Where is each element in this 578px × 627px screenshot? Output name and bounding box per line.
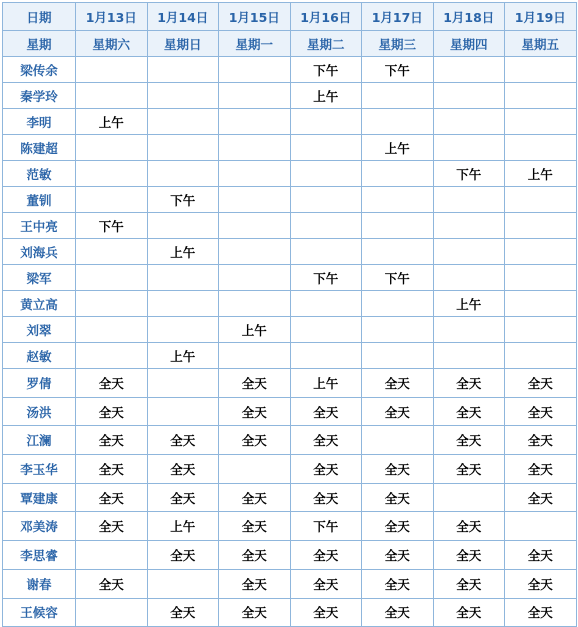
shift-cell: 全天 xyxy=(147,541,219,570)
weekday-cell: 星期三 xyxy=(362,31,434,57)
shift-cell xyxy=(76,317,148,343)
shift-cell xyxy=(362,161,434,187)
shift-cell: 全天 xyxy=(219,541,291,570)
shift-cell xyxy=(76,187,148,213)
shift-cell xyxy=(147,57,219,83)
shift-cell: 全天 xyxy=(76,426,148,455)
schedule-row xyxy=(3,83,577,109)
shift-cell xyxy=(147,397,219,426)
shift-cell xyxy=(147,213,219,239)
date-label: 日期 xyxy=(3,3,76,31)
schedule-body xyxy=(3,3,577,627)
date-cell: 1月13日 xyxy=(76,3,148,31)
shift-cell: 全天 xyxy=(433,455,505,484)
person-name: 黄立高 xyxy=(3,291,76,317)
weekday-cell: 星期五 xyxy=(505,31,577,57)
shift-cell xyxy=(362,426,434,455)
shift-cell: 全天 xyxy=(147,598,219,627)
schedule-row xyxy=(3,512,577,541)
shift-cell: 全天 xyxy=(433,512,505,541)
weekday-cell: 星期二 xyxy=(290,31,362,57)
shift-cell: 上午 xyxy=(433,291,505,317)
schedule-row xyxy=(3,109,577,135)
shift-cell: 下午 xyxy=(362,265,434,291)
shift-cell xyxy=(505,187,577,213)
date-cell: 1月14日 xyxy=(147,3,219,31)
shift-cell xyxy=(290,161,362,187)
schedule-row xyxy=(3,369,577,398)
shift-cell xyxy=(362,343,434,369)
shift-cell xyxy=(433,265,505,291)
shift-cell xyxy=(505,291,577,317)
shift-cell: 全天 xyxy=(362,569,434,598)
shift-cell xyxy=(433,57,505,83)
shift-cell xyxy=(219,213,291,239)
shift-cell xyxy=(290,187,362,213)
shift-cell: 全天 xyxy=(76,455,148,484)
schedule-row xyxy=(3,455,577,484)
shift-cell: 全天 xyxy=(290,483,362,512)
shift-cell xyxy=(362,291,434,317)
shift-cell: 全天 xyxy=(433,426,505,455)
schedule-row xyxy=(3,213,577,239)
shift-cell xyxy=(147,291,219,317)
shift-cell xyxy=(219,265,291,291)
person-name: 谢春 xyxy=(3,569,76,598)
shift-cell xyxy=(290,239,362,265)
shift-cell: 全天 xyxy=(362,369,434,398)
schedule-row xyxy=(3,239,577,265)
shift-cell: 全天 xyxy=(290,598,362,627)
shift-cell xyxy=(433,213,505,239)
shift-cell xyxy=(76,598,148,627)
shift-cell: 下午 xyxy=(290,512,362,541)
schedule-row xyxy=(3,343,577,369)
shift-cell: 全天 xyxy=(433,541,505,570)
date-header-row xyxy=(3,3,577,31)
shift-cell: 全天 xyxy=(362,541,434,570)
shift-cell xyxy=(219,343,291,369)
shift-cell xyxy=(362,83,434,109)
date-cell: 1月19日 xyxy=(505,3,577,31)
shift-cell xyxy=(147,161,219,187)
schedule-row xyxy=(3,541,577,570)
shift-cell: 全天 xyxy=(362,455,434,484)
date-cell: 1月16日 xyxy=(290,3,362,31)
schedule-row xyxy=(3,161,577,187)
shift-cell: 上午 xyxy=(76,109,148,135)
shift-cell xyxy=(505,135,577,161)
shift-cell: 全天 xyxy=(219,569,291,598)
shift-cell xyxy=(433,317,505,343)
shift-cell: 全天 xyxy=(362,483,434,512)
shift-cell xyxy=(505,239,577,265)
shift-cell xyxy=(362,213,434,239)
shift-cell xyxy=(362,317,434,343)
person-name: 李明 xyxy=(3,109,76,135)
shift-cell xyxy=(433,343,505,369)
person-name: 李思睿 xyxy=(3,541,76,570)
person-name: 王中亮 xyxy=(3,213,76,239)
shift-cell xyxy=(290,343,362,369)
schedule-row xyxy=(3,57,577,83)
weekday-cell: 星期日 xyxy=(147,31,219,57)
shift-cell xyxy=(219,187,291,213)
shift-cell: 下午 xyxy=(433,161,505,187)
shift-cell: 下午 xyxy=(290,265,362,291)
shift-cell xyxy=(147,83,219,109)
schedule-row xyxy=(3,135,577,161)
shift-cell: 上午 xyxy=(290,369,362,398)
weekday-header-row xyxy=(3,31,577,57)
shift-cell: 全天 xyxy=(505,541,577,570)
shift-cell xyxy=(147,109,219,135)
shift-cell: 全天 xyxy=(505,426,577,455)
shift-cell xyxy=(433,187,505,213)
shift-cell: 全天 xyxy=(362,397,434,426)
shift-cell xyxy=(76,541,148,570)
shift-cell: 上午 xyxy=(219,317,291,343)
shift-cell: 全天 xyxy=(219,397,291,426)
person-name: 秦学玲 xyxy=(3,83,76,109)
shift-cell: 全天 xyxy=(433,598,505,627)
shift-cell xyxy=(505,213,577,239)
shift-cell xyxy=(219,57,291,83)
shift-cell xyxy=(76,239,148,265)
shift-cell: 全天 xyxy=(290,397,362,426)
person-name: 覃建康 xyxy=(3,483,76,512)
schedule-row xyxy=(3,483,577,512)
person-name: 陈建超 xyxy=(3,135,76,161)
shift-cell: 全天 xyxy=(290,541,362,570)
person-name: 刘翠 xyxy=(3,317,76,343)
shift-cell: 全天 xyxy=(505,455,577,484)
person-name: 梁传余 xyxy=(3,57,76,83)
person-name: 刘海兵 xyxy=(3,239,76,265)
person-name: 李玉华 xyxy=(3,455,76,484)
shift-cell xyxy=(76,135,148,161)
shift-cell xyxy=(505,83,577,109)
shift-cell xyxy=(147,369,219,398)
schedule-row xyxy=(3,265,577,291)
shift-cell xyxy=(219,455,291,484)
schedule-row xyxy=(3,291,577,317)
schedule-row xyxy=(3,569,577,598)
weekday-cell: 星期六 xyxy=(76,31,148,57)
schedule-row xyxy=(3,187,577,213)
shift-cell xyxy=(147,135,219,161)
shift-cell: 全天 xyxy=(76,397,148,426)
shift-cell: 全天 xyxy=(219,483,291,512)
shift-cell: 上午 xyxy=(147,239,219,265)
shift-cell xyxy=(433,135,505,161)
shift-cell xyxy=(505,512,577,541)
shift-cell: 全天 xyxy=(505,569,577,598)
shift-cell xyxy=(219,291,291,317)
shift-cell: 下午 xyxy=(76,213,148,239)
shift-cell xyxy=(76,343,148,369)
shift-cell xyxy=(362,187,434,213)
shift-cell xyxy=(505,317,577,343)
shift-cell xyxy=(219,239,291,265)
schedule-row xyxy=(3,317,577,343)
shift-cell: 全天 xyxy=(362,512,434,541)
shift-cell xyxy=(219,135,291,161)
shift-cell xyxy=(76,83,148,109)
shift-cell xyxy=(219,161,291,187)
shift-cell: 全天 xyxy=(219,369,291,398)
shift-cell: 全天 xyxy=(76,369,148,398)
person-name: 梁军 xyxy=(3,265,76,291)
shift-cell xyxy=(147,265,219,291)
shift-cell xyxy=(76,161,148,187)
shift-cell xyxy=(76,291,148,317)
shift-cell xyxy=(219,109,291,135)
person-name: 江澜 xyxy=(3,426,76,455)
shift-cell xyxy=(290,213,362,239)
person-name: 范敏 xyxy=(3,161,76,187)
shift-cell: 全天 xyxy=(219,512,291,541)
shift-cell: 下午 xyxy=(147,187,219,213)
shift-cell: 全天 xyxy=(147,426,219,455)
shift-cell: 上午 xyxy=(147,343,219,369)
schedule-table xyxy=(2,2,577,627)
shift-cell xyxy=(505,57,577,83)
shift-cell xyxy=(290,291,362,317)
weekday-cell: 星期四 xyxy=(433,31,505,57)
shift-cell: 全天 xyxy=(290,455,362,484)
shift-cell: 全天 xyxy=(147,483,219,512)
person-name: 王候容 xyxy=(3,598,76,627)
shift-cell xyxy=(290,135,362,161)
shift-cell xyxy=(147,317,219,343)
shift-cell: 全天 xyxy=(76,569,148,598)
shift-cell: 下午 xyxy=(362,57,434,83)
shift-cell xyxy=(219,83,291,109)
shift-cell xyxy=(290,109,362,135)
shift-cell xyxy=(505,343,577,369)
schedule-row xyxy=(3,598,577,627)
weekday-label: 星期 xyxy=(3,31,76,57)
person-name: 董钏 xyxy=(3,187,76,213)
shift-cell: 上午 xyxy=(505,161,577,187)
person-name: 罗倩 xyxy=(3,369,76,398)
shift-cell xyxy=(433,83,505,109)
shift-cell xyxy=(362,109,434,135)
shift-cell: 上午 xyxy=(290,83,362,109)
date-cell: 1月18日 xyxy=(433,3,505,31)
schedule-row xyxy=(3,426,577,455)
shift-cell xyxy=(433,109,505,135)
shift-cell: 全天 xyxy=(505,397,577,426)
shift-cell: 全天 xyxy=(147,455,219,484)
person-name: 汤洪 xyxy=(3,397,76,426)
shift-cell: 全天 xyxy=(76,512,148,541)
shift-cell: 全天 xyxy=(362,598,434,627)
shift-cell xyxy=(76,57,148,83)
shift-cell xyxy=(433,239,505,265)
shift-cell: 全天 xyxy=(76,483,148,512)
shift-cell: 上午 xyxy=(147,512,219,541)
shift-cell: 下午 xyxy=(290,57,362,83)
shift-cell: 全天 xyxy=(505,369,577,398)
shift-cell: 全天 xyxy=(433,569,505,598)
person-name: 邓美涛 xyxy=(3,512,76,541)
date-cell: 1月17日 xyxy=(362,3,434,31)
shift-cell xyxy=(147,569,219,598)
person-name: 赵敏 xyxy=(3,343,76,369)
shift-cell: 全天 xyxy=(219,426,291,455)
shift-cell: 上午 xyxy=(362,135,434,161)
shift-cell: 全天 xyxy=(433,369,505,398)
shift-cell: 全天 xyxy=(433,397,505,426)
date-cell: 1月15日 xyxy=(219,3,291,31)
shift-cell xyxy=(505,265,577,291)
shift-cell: 全天 xyxy=(219,598,291,627)
shift-cell xyxy=(76,265,148,291)
shift-cell: 全天 xyxy=(505,598,577,627)
schedule-row xyxy=(3,397,577,426)
shift-cell: 全天 xyxy=(290,569,362,598)
weekday-cell: 星期一 xyxy=(219,31,291,57)
shift-cell: 全天 xyxy=(290,426,362,455)
shift-cell xyxy=(290,317,362,343)
shift-cell: 全天 xyxy=(505,483,577,512)
shift-cell xyxy=(362,239,434,265)
shift-cell xyxy=(505,109,577,135)
shift-cell xyxy=(433,483,505,512)
